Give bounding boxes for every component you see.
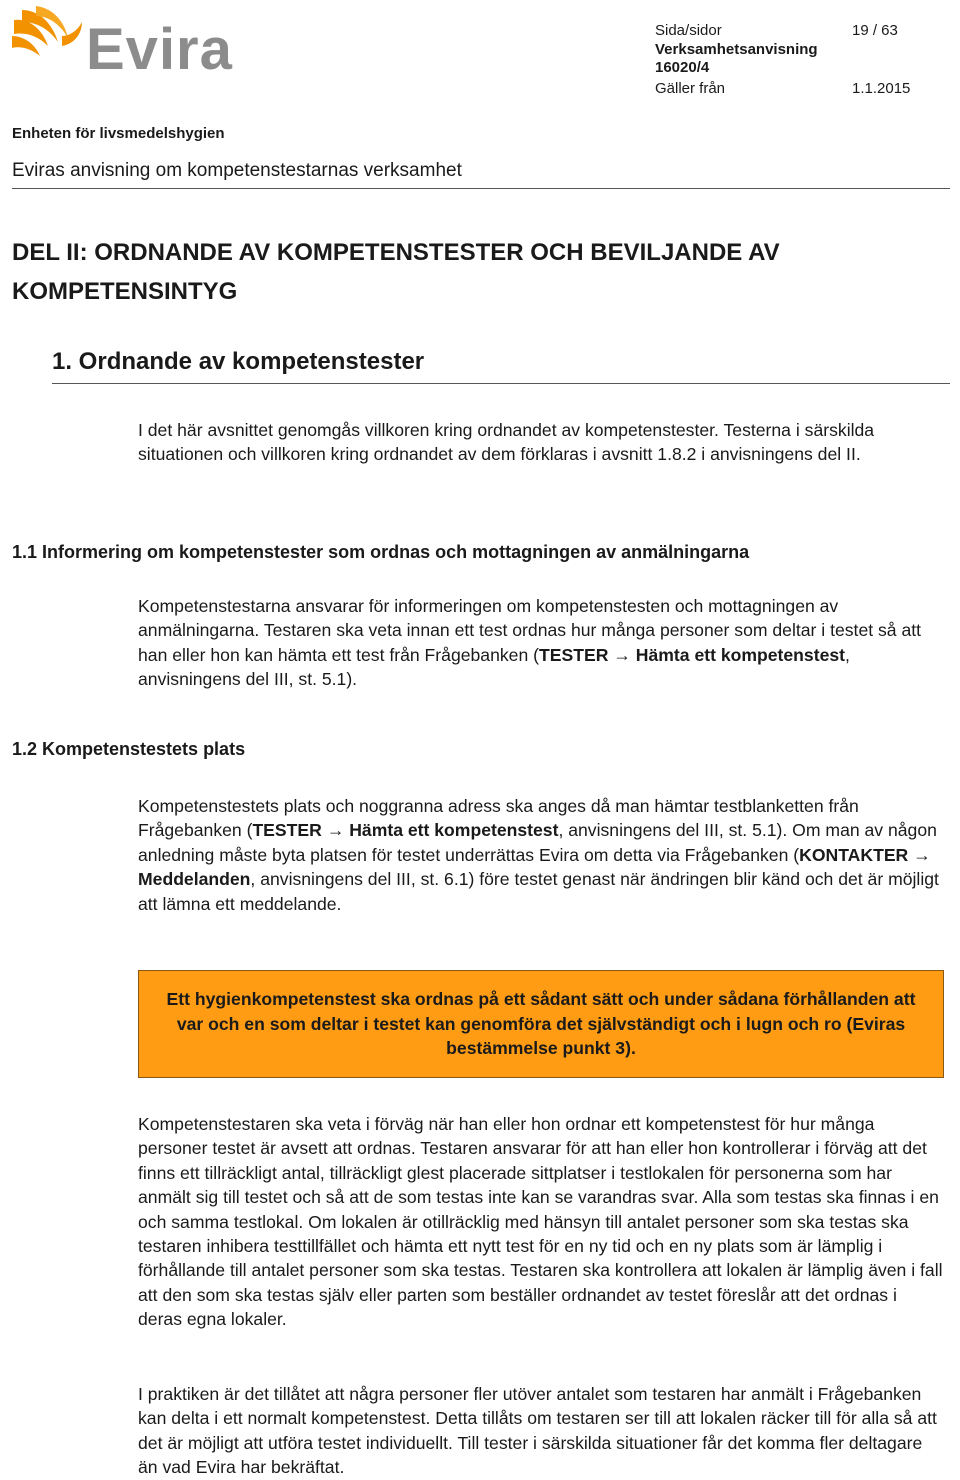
- valid-from-label: Gäller från: [655, 80, 726, 97]
- section-1-2-text-c: , anvisningens del III, st. 6.1) före testet genast när ändringen blir känd och det är möjligt att lämna ett meddelande.: [138, 869, 939, 914]
- unit-name: Enheten för livsmedelshygien: [12, 125, 225, 142]
- valid-from-date: 1.1.2015: [852, 80, 911, 97]
- part-title: DEL II: ORDNANDE AV KOMPETENSTESTER OCH BEVILJANDE AV KOMPETENSINTYG: [12, 239, 780, 305]
- section-1-divider: [52, 383, 950, 384]
- section-1-intro: I det här avsnittet genomgås villkoren kring ordnandet av kompetenstester. Testerna i särskilda situationen och villkoren kring ordnandet av dem förklaras i avsnitt 1.8.2 i anvisningens del II.: [138, 420, 875, 465]
- section-1-2-text-a: Kompetenstestets plats och noggranna adress ska anges då man hämtar testblanketten från Frågebanken (: [138, 796, 859, 841]
- page-value: 19 / 63: [852, 22, 898, 39]
- section-1-2-text-b: , anvisningens del III, st. 5.1). Om man av någon anledning måste byta platsen för testet underrättas Evira om detta via Frågebanken (: [138, 820, 937, 865]
- page-label: Sida/sidor: [655, 22, 722, 39]
- regulation-notice-text: Ett hygienkompetenstest ska ordnas på ett sådant sätt och under sådana förhållanden att var och en som deltar i testet kan genomföra det självständigt och i lugn och ro (Eviras bestämmelse punkt 3).: [166, 989, 916, 1059]
- evira-logo: [8, 6, 258, 86]
- logo-wordmark: Evira: [86, 17, 233, 82]
- menu-path-kontakter-meddelanden: KONTAKTER → Meddelanden: [138, 844, 931, 890]
- section-1-2-paragraph-1: [138, 794, 944, 916]
- section-1-2-heading: 1.2 Kompetenstestets plats: [12, 739, 246, 759]
- menu-path-tester-hamta-2: TESTER → Hämta ett kompetenstest: [252, 820, 559, 841]
- section-1-1-text-end: , anvisningens del III, st. 5.1).: [138, 644, 850, 690]
- doc-type-label: Verksamhetsanvisning: [655, 41, 818, 58]
- section-1-1-text: Kompetenstestarna ansvarar för informeringen om kompetenstesten och mottagningen av anmälningarna. Testaren ska veta innan ett test ordnas hur många personer som deltar i testet så att han eller hon kan hämta ett test från Frågebanken (: [138, 596, 922, 665]
- section-1-1-heading: 1.1 Informering om kompetenstester som ordnas och mottagningen av anmälningarna: [12, 542, 750, 562]
- section-1-heading: 1. Ordnande av kompetenstester: [52, 348, 425, 375]
- header-divider: [12, 188, 950, 189]
- section-1-2-paragraph-3: I praktiken är det tillåtet att några personer fler utöver antalet som testaren har anmält i Frågebanken kan delta i ett normalt kompetenstest. Detta tillåts om testaren ser till att lokalen räcker till för alla så att det är möjligt att utföra testet individuellt. Till tester i särskilda situationer får det komma fler deltagare än vad Evira har bekräftat.: [138, 1384, 937, 1478]
- document-title: Eviras anvisning om kompetenstestarnas verksamhet: [12, 160, 462, 181]
- doc-number: 16020/4: [655, 59, 710, 76]
- menu-path-tester-hamta: TESTER → Hämta ett kompetenstest: [539, 644, 846, 665]
- section-1-1-paragraph: [138, 594, 944, 692]
- regulation-notice-box: [138, 970, 944, 1078]
- section-1-2-paragraph-2: Kompetenstestaren ska veta i förväg när han eller hon ordnar ett kompetenstest för hur många personer testet är avsett att ordnas. Testaren ansvarar för att han eller hon kontrollerar i förväg att det finns ett tillräckligt antal, tillräckligt glest placerade sittplatser i testlokalen för personerna som har anmält sig till testet och så att de som testas inte kan se varandras svar. Alla som testas ska finnas i en och samma testlokal. Om lokalen är otillräcklig med hänsyn till antalet personer som ska testas ska testaren inhibera testtillfället och hämta ett nytt test för en ny tid och en ny plats som är lämplig i förhållande till antalet personer som ska testas. Testaren ska kontrollera att lokalen är lämplig även i fall att den som ska testas själv eller parten som beställer ordnandet av testet föreslår att det ordnas i deras egna lokaler.: [138, 1114, 943, 1330]
